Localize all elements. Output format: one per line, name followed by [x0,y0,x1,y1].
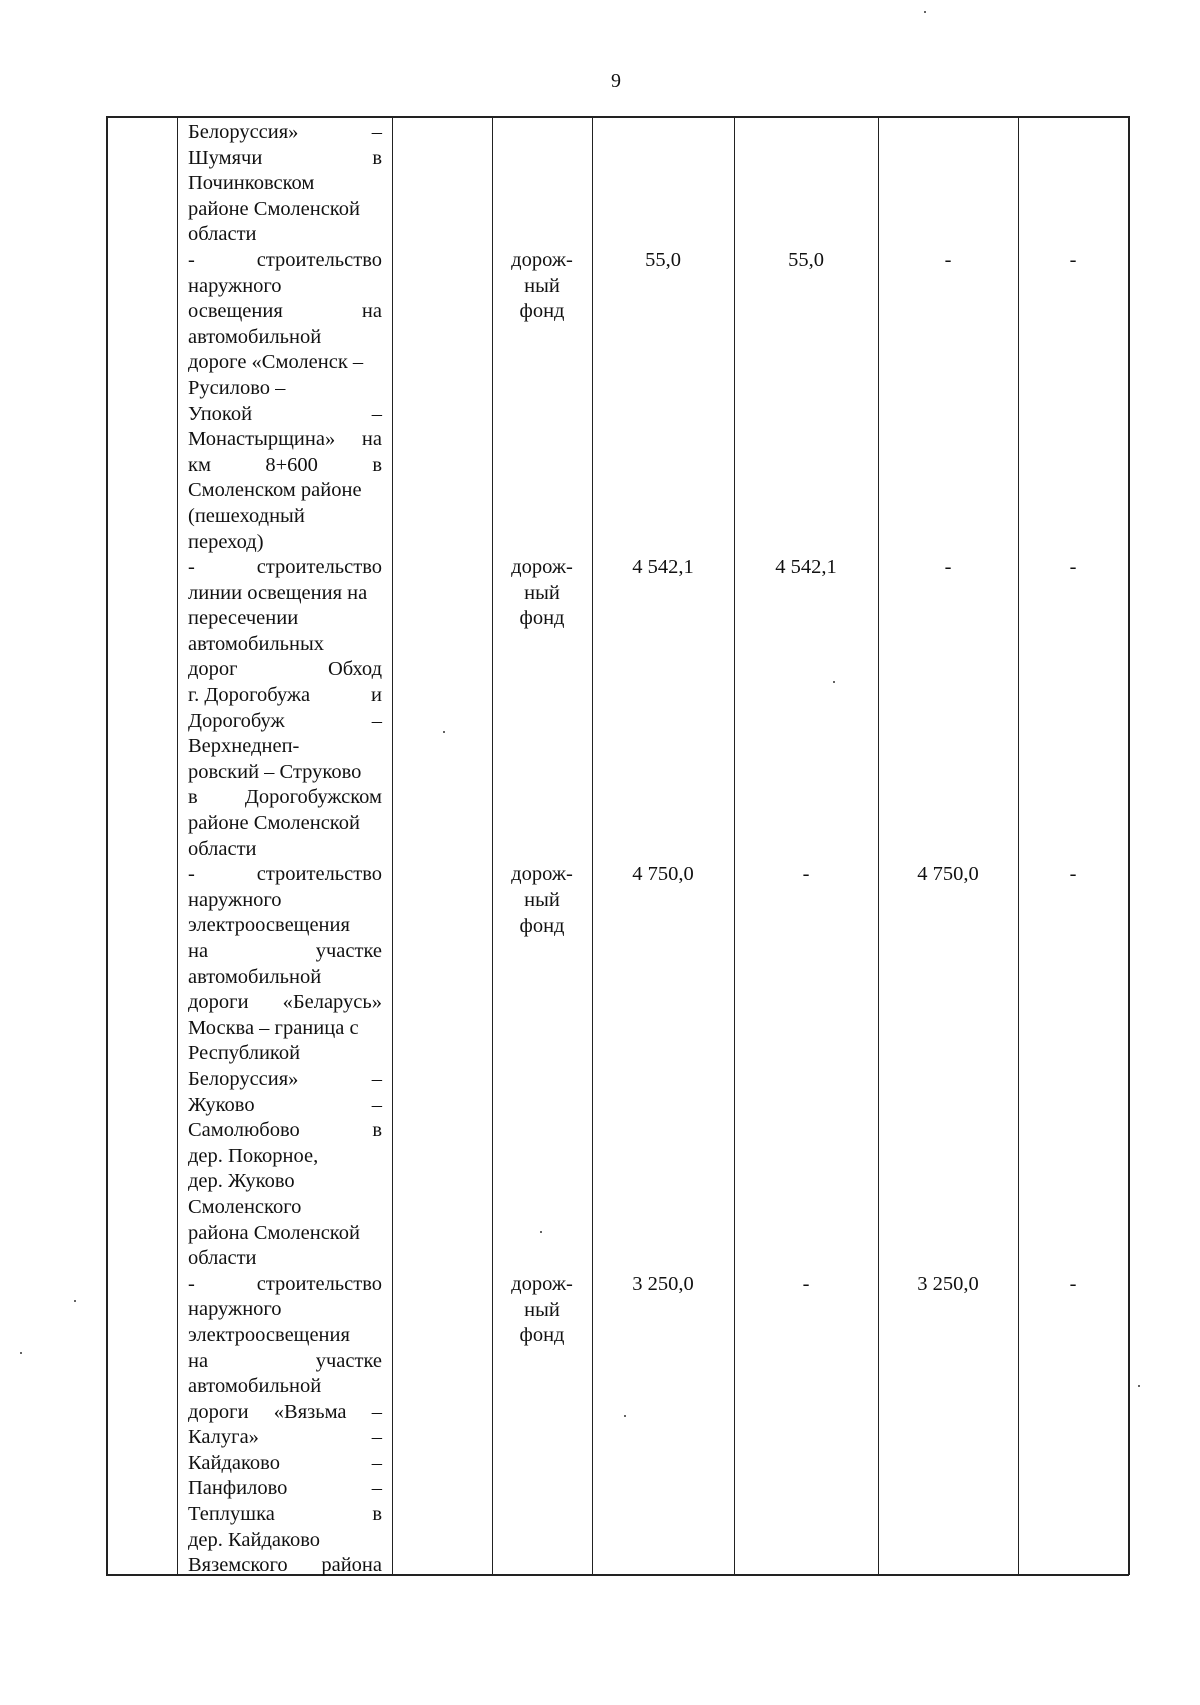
col-border [592,116,593,1575]
description-line [188,350,382,376]
description-word: ровский – Струково [188,760,362,783]
description-word: в [188,786,198,809]
description-word: автомобильной [188,325,322,348]
description-line [188,478,382,504]
description-line [188,274,382,300]
description-word: области [188,1247,257,1270]
amount-cell: 3 250,0 [632,1273,694,1295]
amount-cell: 4 542,1 [775,556,837,579]
description-line [188,632,382,658]
description-line [188,683,382,709]
description-word: Панфилово [188,1477,288,1500]
description-word: дер. Покорное, [188,1144,319,1167]
description-word: «Беларусь» [282,991,382,1014]
description-line [188,1528,382,1554]
amount-cell: - [802,1273,810,1295]
amount-cell: - [944,249,952,271]
description-line [188,1400,382,1426]
col-border [1018,116,1019,1575]
description-word: – [371,1477,382,1500]
funding-source-line: дорож- [511,249,573,271]
funding-source-cell [492,1272,592,1349]
description-line [188,581,382,607]
col-border [878,116,879,1575]
description-word: в [372,1119,382,1142]
scan-speck [924,11,926,13]
description-word: области [188,837,257,860]
description-line [188,888,382,914]
funding-source-line: дорож- [511,1273,573,1295]
description-word: наружного [188,274,282,297]
description-line [188,606,382,632]
description-line [188,990,382,1016]
amount-cell: 55,0 [788,249,824,271]
description-line [188,709,382,735]
description-line [188,1041,382,1067]
description-line [188,1221,382,1247]
description-line [188,402,382,428]
description-word: - [188,248,195,271]
scan-speck [74,1300,76,1302]
description-line [188,734,382,760]
amount-cell: - [1069,249,1077,271]
description-word: 8+600 [265,453,318,476]
description-line [188,222,382,248]
description-word: Кайдаково [188,1451,280,1474]
description-line [188,427,382,453]
amount-cell: 4 750,0 [917,863,979,886]
description-word: г. Дорогобужа [188,684,311,707]
funding-source-line: ный [524,274,560,297]
description-word: дер. Кайдаково [188,1528,320,1551]
description-word: – [371,1093,382,1116]
funding-source-line: фонд [519,607,565,630]
description-word: переход) [188,530,264,553]
description-line [188,1502,382,1528]
description-word: строительство [256,248,382,271]
description-line [188,248,382,274]
amount-cell: - [802,863,810,886]
description-word: на [188,1349,209,1372]
description-line [188,1016,382,1042]
description-line [188,1476,382,1502]
description-line [188,1169,382,1195]
description-line [188,862,382,888]
description-line [188,453,382,479]
description-line [188,1195,382,1221]
funding-source-cell [492,555,592,632]
description-word: автомобильной [188,1375,322,1398]
col-border [106,116,108,1575]
description-word: Шумячи [188,146,263,169]
funding-source-line: фонд [519,914,565,937]
funding-source-cell [492,248,592,325]
description-line [188,1067,382,1093]
amount-cell: 55,0 [645,249,681,271]
description-word: Белоруссия» [188,121,299,143]
description-word: дорог [188,658,238,681]
description-word: в [372,1503,382,1526]
description-word: Монастырщина» [188,428,336,451]
description-word: автомобильной [188,965,322,988]
description-line [188,197,382,223]
description-word: на [188,940,209,962]
description-word: – [371,1067,382,1090]
description-word: дороге «Смоленск – [188,351,364,374]
description-line [188,325,382,351]
scan-speck [540,1231,542,1233]
col-border [392,116,393,1575]
description-word: «Вязьма [273,1400,347,1423]
description-word: – [371,121,382,143]
amount-cell: - [1069,556,1077,579]
funding-source-line: фонд [519,300,565,323]
description-word: км [188,453,211,476]
description-line [188,1297,382,1323]
funding-source-line: ный [524,1298,560,1321]
col-border [492,116,493,1575]
description-line [188,299,382,325]
description-word: дороги [188,991,249,1014]
description-word: на [361,300,382,323]
description-word: электроосвещения [188,1323,350,1346]
description-line [188,504,382,530]
col-border [1128,116,1130,1575]
description-word: электроосвещения [188,914,350,937]
description-word: области [188,223,257,246]
description-line [188,657,382,683]
amount-cell: 4 542,1 [632,556,694,579]
funding-source-line: дорож- [511,863,573,886]
amount-cell: - [944,556,952,579]
amount-cell: - [1069,863,1077,886]
funding-source-line: дорож- [511,556,573,579]
description-word: Дорогобужском [244,786,382,809]
page-number: 9 [611,70,621,92]
description-line [188,146,382,172]
description-word: Дорогобуж [188,709,285,732]
description-line [188,1451,382,1477]
description-line [188,171,382,197]
description-column [188,120,382,1579]
col-border [734,116,735,1575]
description-line [188,1323,382,1349]
description-line [188,1374,382,1400]
description-line [188,1349,382,1375]
description-word: Упокой [188,402,253,425]
description-word: в [372,453,382,476]
description-word: Вяземского [188,1554,288,1577]
description-word: пересечении [188,607,299,630]
description-word: дороги [188,1400,249,1423]
description-line [188,965,382,991]
description-word: автомобильных [188,632,325,655]
description-word: Самолюбово [188,1119,300,1142]
description-word: Москва – граница с [188,1016,359,1039]
description-word: наружного [188,888,282,911]
scan-speck [20,1352,22,1354]
description-word: Калуга» [188,1426,259,1449]
description-word: Республикой [188,1042,301,1065]
description-line [188,555,382,581]
funding-source-cell [492,862,592,939]
description-word: на [361,428,382,451]
description-word: Жуково [188,1093,255,1116]
description-word: строительство [256,1272,382,1295]
amount-cell: - [1069,1273,1077,1295]
description-word: - [188,556,195,579]
description-line [188,760,382,786]
description-word: - [188,1272,195,1295]
description-word: – [371,1426,382,1449]
description-word: Обход [327,658,382,681]
scan-speck [443,731,445,733]
amount-cell: 3 250,0 [917,1273,979,1295]
description-line [188,1118,382,1144]
description-word: строительство [256,556,382,579]
scan-speck [1138,1385,1140,1387]
amount-cell: 4 750,0 [632,863,694,886]
description-word: – [371,1400,382,1423]
description-word: Теплушка [188,1503,275,1526]
description-word: – [371,709,382,732]
description-line [188,785,382,811]
col-border [177,116,178,1575]
description-word: – [371,1451,382,1474]
description-word: участке [315,940,382,962]
description-word: Верхнеднеп- [188,735,300,758]
description-word: освещения [188,300,283,323]
description-word: Смоленского [188,1195,302,1218]
scan-speck [624,1415,626,1417]
description-word: Русилово – [188,376,286,399]
description-line [188,837,382,863]
description-line [188,1425,382,1451]
description-line [188,1553,382,1579]
description-line [188,1093,382,1119]
funding-source-line: ный [524,581,560,604]
description-word: линии освещения на [188,581,368,604]
description-line [188,1272,382,1298]
funding-source-line: фонд [519,1324,565,1347]
description-word: в [372,146,382,169]
description-word: районе Смоленской [188,197,360,220]
description-line [188,913,382,939]
description-line [188,1144,382,1170]
description-word: района [321,1554,382,1577]
description-line [188,120,382,146]
description-word: наружного [188,1298,282,1321]
description-word: и [371,684,382,707]
description-word: района Смоленской [188,1221,360,1244]
description-line [188,939,382,965]
description-word: районе Смоленской [188,812,360,835]
description-word: Белоруссия» [188,1067,299,1090]
description-line [188,376,382,402]
description-line [188,811,382,837]
description-word: дер. Жуково [188,1170,295,1193]
funding-source-line: ный [524,888,560,911]
description-line [188,530,382,556]
description-word: – [371,402,382,425]
description-line [188,1246,382,1272]
description-word: строительство [256,863,382,886]
description-word: Починковском [188,172,315,195]
scan-speck [833,681,835,683]
table-top-border [106,116,1129,118]
description-word: участке [315,1349,382,1372]
description-word: - [188,863,195,886]
description-word: (пешеходный [188,504,305,527]
description-word: Смоленском районе [188,479,362,502]
